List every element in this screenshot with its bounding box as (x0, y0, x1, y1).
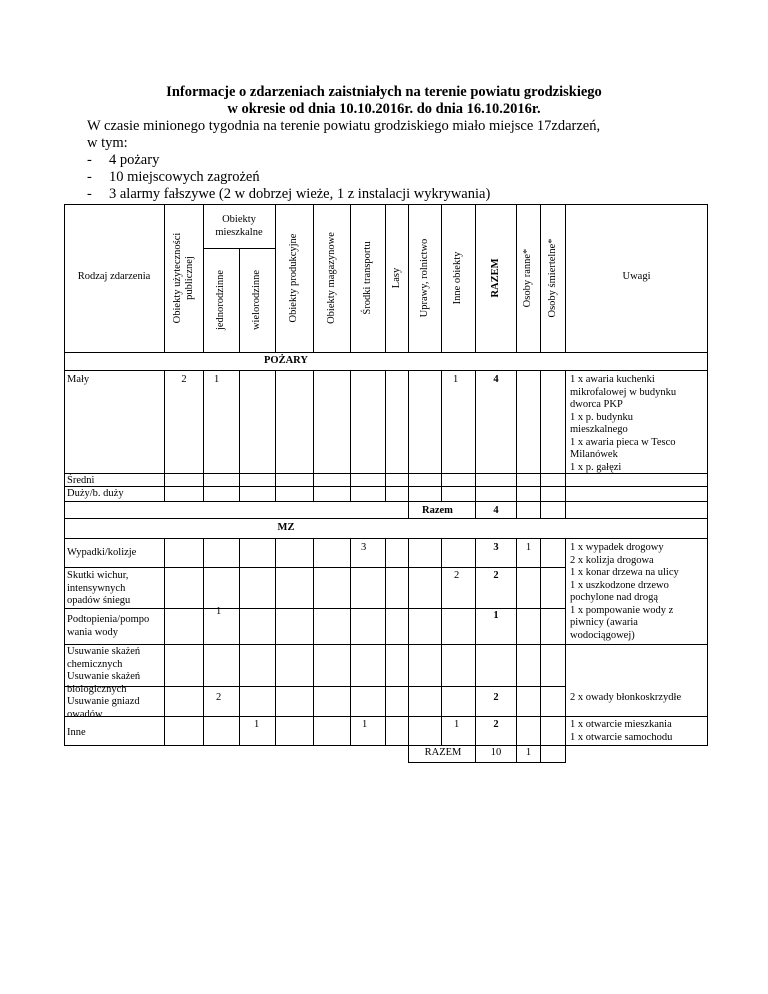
row-maly-uwagi: 1 x awaria kuchenki mikrofalowej w budynku dworca PKP 1 x p. budynku mieszkalnego 1 x awaria pieca w Tesco Milanówek 1 x p. gałęzi (570, 374, 677, 473)
header-wielorodzinne: wielorodzinne (251, 269, 262, 331)
report-title-line1: Informacje o zdarzeniach zaistniałych na terenie powiatu grodziskiego (166, 84, 602, 100)
header-magazynowe: Obiekty magazynowe (326, 232, 337, 324)
intro-bullet-3: - 3 alarmy fałszywe (2 w dobrzej wieże, 1 z instalacji wykrywania) (87, 186, 491, 202)
row-podtopienia-jednorodzinne: 1 (216, 606, 222, 617)
row-inne-transport: 1 (362, 719, 368, 730)
row-wypadki-transport: 3 (361, 542, 367, 553)
row-maly-uzytecznosci: 2 (181, 374, 187, 385)
mz-razem-ranne: 1 (525, 747, 532, 758)
row-wichury-razem: 2 (493, 570, 499, 581)
header-transport: Środki transportu (362, 241, 373, 315)
intro-sentence-2: w tym: (87, 135, 128, 151)
row-inne-razem: 2 (493, 719, 499, 730)
row-sredni-label: Średni (67, 475, 95, 486)
row-maly-jednorodzinne: 1 (214, 374, 220, 385)
row-wichury-label: Skutki wichur, intensywnych opadów śniegu (67, 570, 131, 606)
row-maly-label: Mały (67, 374, 90, 385)
row-podtopienia-label: Podtopienia/pompo wania wody (67, 614, 150, 638)
header-lasy: Lasy (391, 267, 402, 289)
intro-bullet-1: - 4 pożary (87, 152, 160, 168)
header-ranne: Osoby ranne* (522, 248, 533, 308)
report-title-line2: w okresie od dnia 10.10.2016r. do dnia 16.10.2016r. (227, 101, 541, 117)
header-mieszkalne: Obiekty mieszkalne (215, 214, 263, 238)
header-jednorodzinne: jednorodzinne (215, 269, 226, 331)
row-inne-wielorodzinne: 1 (254, 719, 260, 730)
header-uzytecznosci: Obiekty użyteczności publicznej (172, 232, 195, 324)
row-wypadki-razem: 3 (493, 542, 499, 553)
mz-uwagi-block: 1 x wypadek drogowy 2 x kolizja drogowa 1 x konar drzewa na ulicy 1 x uszkodzone drzewo pochylone nad drogą 1 x pompowanie wody z piwnicy (awaria wodociągowej) (570, 542, 679, 641)
intro-sentence: W czasie minionego tygodnia na terenie powiatu grodziskiego miało miejsce 17zdarzeń, (87, 118, 601, 134)
mz-razem-value: 10 (490, 747, 502, 758)
header-produkcyjne: Obiekty produkcyjne (288, 233, 299, 323)
row-inne-label: Inne (67, 727, 86, 738)
header-inne: Inne obiekty (452, 251, 463, 305)
row-skazenia-uwagi: 2 x owady błonkoskrzydłe (570, 692, 682, 703)
header-uprawy: Uprawy, rolnictwo (419, 238, 430, 318)
row-maly-inne: 1 (453, 374, 459, 385)
mz-razem-label: RAZEM (424, 747, 462, 758)
intro-bullet-2: - 10 miejscowych zagrożeń (87, 169, 260, 185)
row-wypadki-ranne: 1 (525, 542, 532, 553)
row-wypadki-label: Wypadki/kolizje (67, 547, 137, 558)
header-razem: RAZEM (490, 258, 501, 298)
row-inne-inne: 1 (454, 719, 460, 730)
row-maly-razem: 4 (493, 374, 499, 385)
section-mz: MZ (277, 522, 295, 533)
pozary-razem-label: Razem (422, 505, 453, 516)
row-wichury-inne: 2 (454, 570, 460, 581)
row-podtopienia-razem: 1 (493, 610, 499, 621)
header-rodzaj: Rodzaj zdarzenia (77, 271, 151, 282)
row-duzy-label: Duży/b. duży (67, 488, 124, 499)
row-inne-uwagi: 1 x otwarcie mieszkania 1 x otwarcie samochodu (570, 719, 673, 743)
pozary-razem-value: 4 (493, 505, 499, 516)
section-pozary: POŻARY (264, 355, 308, 366)
row-skazenia-label: Usuwanie skażeń chemicznych Usuwanie skażeń biologicznych Usuwanie gniazd owadów (67, 646, 141, 720)
header-smiertelne: Osoby śmiertelne* (547, 238, 558, 318)
row-skazenia-jednorodzinne: 2 (216, 692, 222, 703)
header-uwagi: Uwagi (622, 271, 651, 282)
row-skazenia-razem: 2 (493, 692, 499, 703)
